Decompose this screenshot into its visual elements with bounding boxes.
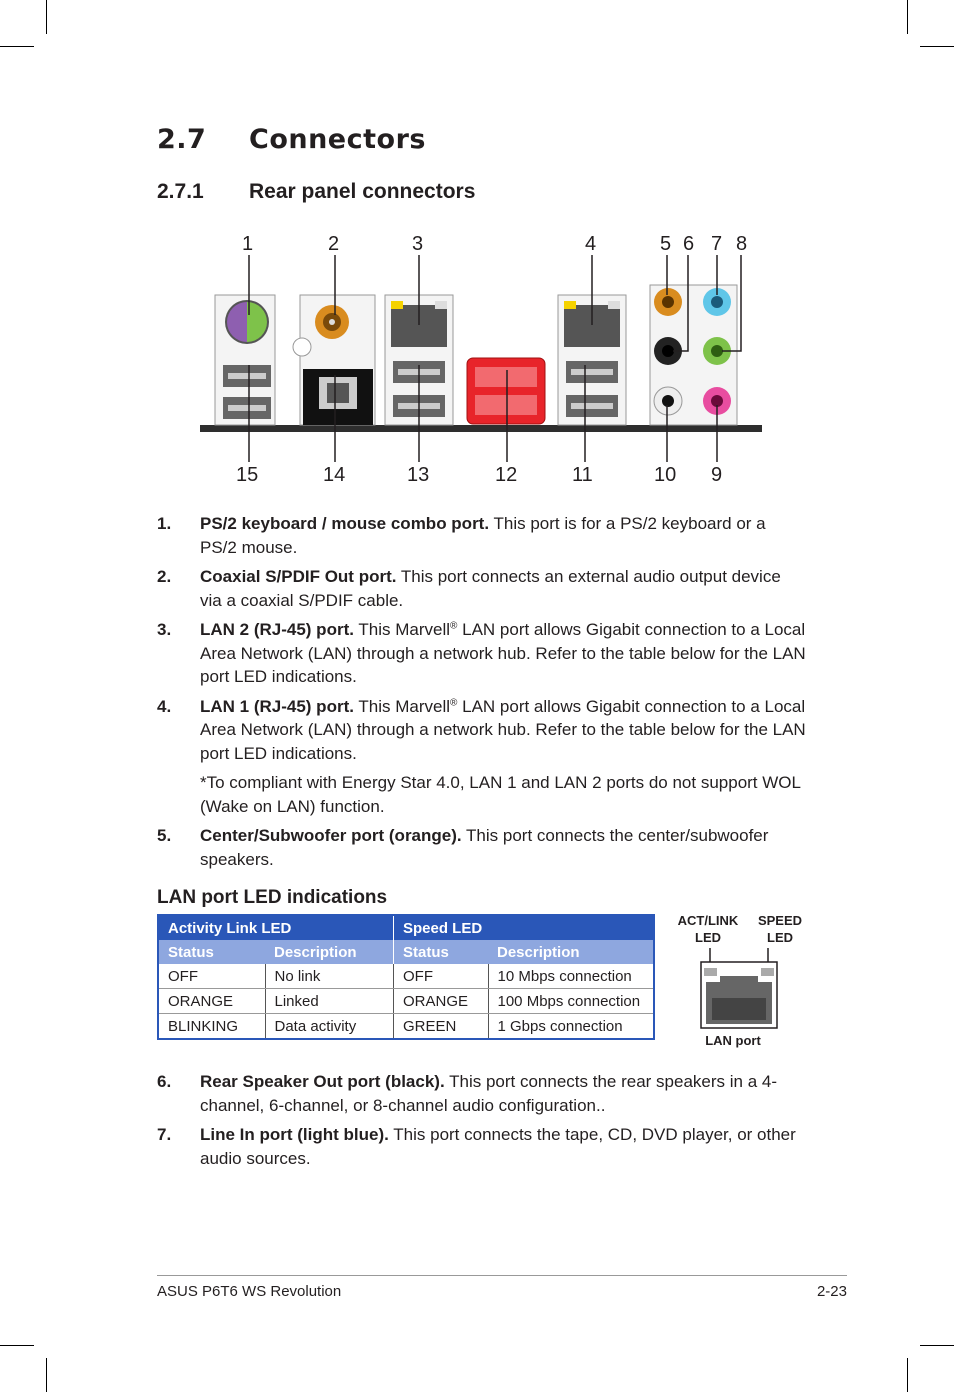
table-cell: 1 Gbps connection — [488, 1014, 654, 1040]
act-link-label-line1: ACT/LINK — [677, 913, 739, 928]
item-number: 1. — [157, 514, 172, 533]
callout-4: 4 — [585, 233, 597, 255]
item-title: PS/2 keyboard / mouse combo port. — [200, 514, 490, 533]
item-title: Line In port (light blue). — [200, 1125, 389, 1144]
table-cell: Data activity — [265, 1014, 394, 1040]
item-text: This port connects the tape, CD, DVD player, or other audio sources. — [200, 1125, 796, 1168]
callout-1: 1 — [242, 233, 254, 255]
table-cell: ORANGE — [394, 989, 489, 1014]
list-item — [157, 565, 807, 612]
subsection-heading — [157, 180, 475, 204]
connector-list-b — [157, 1070, 807, 1176]
table-row — [158, 964, 654, 989]
list-item — [157, 1070, 807, 1117]
activity-link-header: Activity Link LED — [158, 915, 394, 940]
crop-mark — [907, 1358, 908, 1392]
table-cell: GREEN — [394, 1014, 489, 1040]
item-number: 4. — [157, 696, 172, 716]
table-cell: 10 Mbps connection — [488, 964, 654, 989]
crop-mark — [907, 0, 908, 34]
table-group-header — [158, 915, 654, 940]
callout-14: 14 — [323, 464, 346, 486]
list-item — [157, 824, 807, 871]
act-link-led-label — [673, 912, 743, 946]
item-number: 6. — [157, 1072, 172, 1091]
callout-10: 10 — [654, 464, 677, 486]
callout-7: 7 — [711, 233, 723, 255]
item-title: Rear Speaker Out port (black). — [200, 1072, 445, 1091]
item-number: 2. — [157, 567, 172, 586]
crop-mark — [920, 46, 954, 47]
subsection-title: Rear panel connectors — [249, 180, 476, 203]
crop-mark — [0, 1345, 34, 1346]
callout-2: 2 — [328, 233, 340, 255]
table-cell: 100 Mbps connection — [488, 989, 654, 1014]
energy-star-note: *To compliant with Energy Star 4.0, LAN 1 and LAN 2 ports do not support WOL (Wake on LAN) function. — [200, 773, 801, 816]
table-row — [158, 1014, 654, 1040]
item-text: This port connects the rear speakers in a 4-channel, 6-channel, or 8-channel audio configuration.. — [200, 1072, 777, 1115]
list-item — [157, 512, 807, 559]
speed-led-header: Speed LED — [394, 915, 655, 940]
section-heading — [157, 124, 426, 155]
table-cell: OFF — [158, 964, 265, 989]
registered-mark: ® — [450, 620, 458, 632]
footer-product: ASUS P6T6 WS Revolution — [157, 1283, 342, 1300]
table-cell: Linked — [265, 989, 394, 1014]
led-table-title: LAN port LED indications — [157, 887, 388, 908]
rear-panel-diagram — [195, 225, 775, 490]
item-text: This port connects the center/subwoofer speakers. — [200, 826, 769, 869]
act-link-label-line2: LED — [695, 930, 721, 945]
callout-8: 8 — [736, 233, 748, 255]
registered-mark: ® — [450, 696, 458, 708]
table-column-header — [158, 940, 654, 964]
item-number: 5. — [157, 826, 172, 845]
item-text: This Marvell — [353, 696, 451, 716]
callout-13: 13 — [407, 464, 430, 486]
callout-15: 15 — [236, 464, 259, 486]
led-table — [157, 914, 655, 1040]
speed-label-line2: LED — [767, 930, 793, 945]
item-text: This port connects an external audio output device via a coaxial S/PDIF cable. — [200, 567, 781, 610]
callout-9: 9 — [711, 464, 723, 486]
lan-port-figure — [700, 948, 780, 1030]
item-text: LAN port allows Gigabit connection to a Local Area Network (LAN) through a network hub. Refer to the table below for the LAN port LED indications. — [200, 696, 806, 763]
item-text: This Marvell — [353, 620, 451, 639]
crop-mark — [46, 1358, 47, 1392]
col-header: Status — [394, 940, 489, 964]
crop-mark — [46, 0, 47, 34]
item-title: Coaxial S/PDIF Out port. — [200, 567, 397, 586]
callout-12: 12 — [495, 464, 518, 486]
table-cell: No link — [265, 964, 394, 989]
list-item — [157, 695, 807, 766]
col-header: Description — [488, 940, 654, 964]
speed-label-line1: SPEED — [757, 913, 803, 928]
table-cell: OFF — [394, 964, 489, 989]
table-cell: ORANGE — [158, 989, 265, 1014]
list-item — [157, 1123, 807, 1170]
crop-mark — [0, 46, 34, 47]
item-number: 7. — [157, 1125, 172, 1144]
speed-led-label — [752, 912, 808, 946]
callout-6: 6 — [683, 233, 695, 255]
item-title: LAN 1 (RJ-45) port. — [200, 696, 354, 716]
callout-11: 11 — [572, 464, 593, 486]
col-header: Status — [158, 940, 265, 964]
connector-list-a — [157, 512, 807, 877]
lan-port-label: LAN port — [705, 1033, 761, 1048]
item-text: LAN port allows Gigabit connection to a Local Area Network (LAN) through a network hub. Refer to the table below for the LAN port LED indications. — [200, 620, 806, 686]
item-title: LAN 2 (RJ-45) port. — [200, 620, 354, 639]
item-number: 3. — [157, 620, 172, 639]
callout-3: 3 — [412, 233, 424, 255]
footer-divider — [157, 1275, 847, 1276]
footer-page-number: 2-23 — [816, 1283, 847, 1300]
item-title: Center/Subwoofer port (orange). — [200, 826, 462, 845]
crop-mark — [920, 1345, 954, 1346]
table-cell: BLINKING — [158, 1014, 265, 1040]
callout-5: 5 — [660, 233, 672, 255]
subsection-number: 2.7.1 — [157, 180, 204, 203]
list-item — [157, 618, 807, 689]
section-number: 2.7 — [157, 124, 207, 155]
item-text: This port is for a PS/2 keyboard or a PS/2 mouse. — [200, 514, 766, 557]
col-header: Description — [265, 940, 394, 964]
section-title: Connectors — [249, 124, 426, 155]
table-row — [158, 989, 654, 1014]
